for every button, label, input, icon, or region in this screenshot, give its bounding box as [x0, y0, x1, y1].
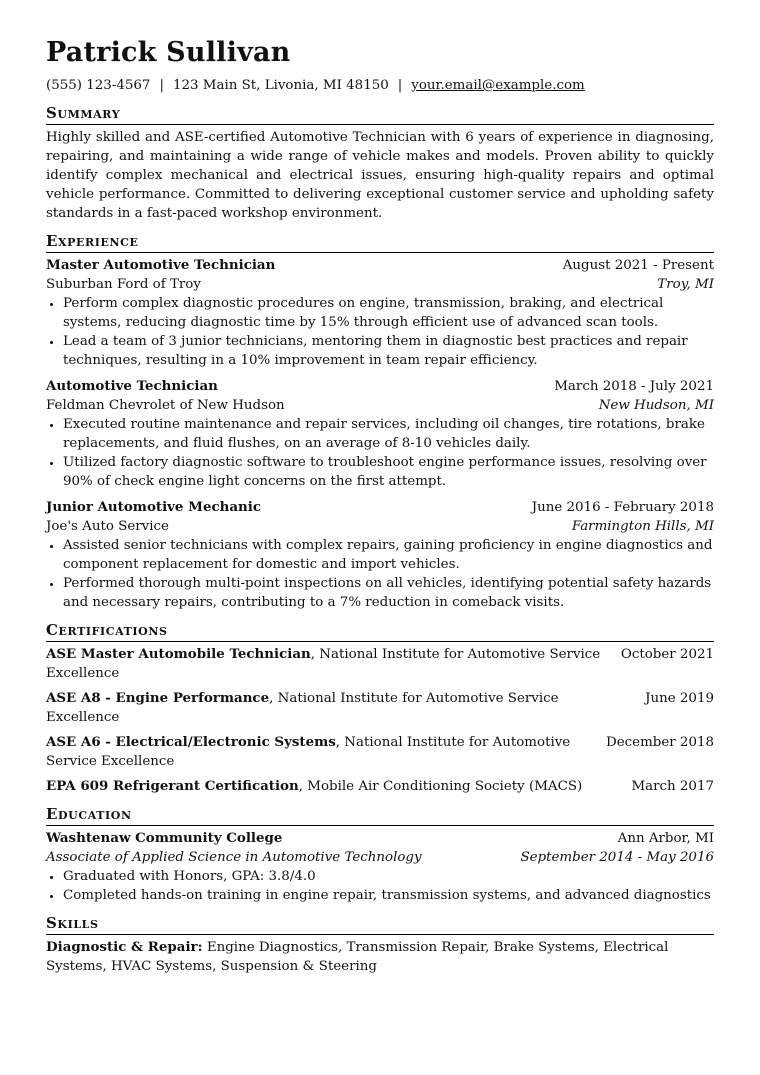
- section-title: Summary: [46, 103, 714, 125]
- skills-section: [46, 913, 714, 976]
- separator: |: [159, 78, 164, 93]
- school-location: Ann Arbor, MI: [617, 831, 714, 846]
- candidate-name: Patrick Sullivan: [46, 37, 291, 68]
- cert-name: ASE Master Automobile Technician: [46, 646, 311, 662]
- job-company: Suburban Ford of Troy: [46, 277, 201, 292]
- cert-entry: [46, 645, 714, 683]
- summary-section: [46, 103, 714, 223]
- education-bullets: [46, 867, 714, 905]
- address: 123 Main St, Livonia, MI 48150: [172, 78, 389, 93]
- cert-name: ASE A8 - Engine Performance: [46, 690, 270, 706]
- cert-date: December 2018: [605, 735, 714, 750]
- summary-text: Highly skilled and ASE-certified Automotive Technician with 6 years of experience in diagnosing, repairing, and maintaining a wide range of vehicle makes and models. Proven ability to quickly identify complex mechanical and electrical issues, ensuring high-quality repairs and optimal vehicle performance. Committed to delivering exceptional customer service and upholding safety standards in a fast-paced workshop environment.: [46, 130, 714, 221]
- cert-entry: [46, 733, 714, 771]
- job-dates: August 2021 - Present: [562, 258, 714, 273]
- skills-line: [46, 938, 714, 976]
- section-title: Experience: [46, 231, 714, 253]
- phone: (555) 123-4567: [46, 78, 151, 93]
- experience-section: [46, 231, 714, 612]
- skills-label: Diagnostic & Repair:: [46, 939, 203, 955]
- cert-issuer: , Mobile Air Conditioning Society (MACS): [298, 779, 583, 794]
- cert-issuer: , National Institute for Automotive Service Excellence: [46, 735, 571, 769]
- cert-issuer: , National Institute for Automotive Service Excellence: [46, 691, 559, 725]
- job-bullets: [46, 415, 714, 491]
- cert-issuer: , National Institute for Automotive Service Excellence: [46, 647, 601, 681]
- section-title: Skills: [46, 913, 714, 935]
- school-name: Washtenaw Community College: [46, 830, 283, 846]
- email-link[interactable]: your.email@example.com: [411, 78, 585, 93]
- degree: Associate of Applied Science in Automotive Technology: [46, 850, 422, 865]
- cert-date: October 2021: [620, 647, 714, 662]
- job-entry: [46, 377, 714, 491]
- skills-text: Engine Diagnostics, Transmission Repair, Brake Systems, Electrical Systems, HVAC Systems, Suspension & Steering: [46, 940, 669, 974]
- cert-date: June 2019: [645, 691, 714, 706]
- job-company: Joe's Auto Service: [46, 519, 169, 534]
- job-dates: March 2018 - July 2021: [554, 379, 714, 394]
- education-section: [46, 804, 714, 905]
- job-bullet: • Lead a team of 3 junior technicians, mentoring them in diagnostic best practices and repair techniques, resulting in a 10% improvement in team repair efficiency.: [63, 332, 714, 370]
- job-bullets: [46, 294, 714, 370]
- job-entry: [46, 498, 714, 612]
- job-bullet: • Executed routine maintenance and repair services, including oil changes, tire rotations, brake replacements, and fluid flushes, on an average of 8-10 vehicles daily.: [63, 415, 714, 453]
- separator: |: [397, 78, 403, 93]
- job-bullet: • Perform complex diagnostic procedures on engine, transmission, braking, and electrical systems, reducing diagnostic time by 15% through efficient use of advanced scan tools.: [63, 294, 714, 332]
- job-bullets: [46, 536, 714, 612]
- job-role: Master Automotive Technician: [46, 257, 276, 273]
- cert-entry: [46, 689, 714, 727]
- job-company: Feldman Chevrolet of New Hudson: [46, 398, 285, 413]
- job-location: Troy, MI: [657, 277, 714, 292]
- job-location: New Hudson, MI: [598, 398, 714, 413]
- cert-name: ASE A6 - Electrical/Electronic Systems: [46, 734, 336, 750]
- education-bullet: • Graduated with Honors, GPA: 3.8/4.0: [63, 867, 714, 886]
- job-role: Automotive Technician: [46, 378, 218, 394]
- job-bullet: • Assisted senior technicians with complex repairs, gaining proficiency in engine diagnostics and component replacement for domestic and import vehicles.: [63, 536, 714, 574]
- job-bullet: • Performed thorough multi-point inspections on all vehicles, identifying potential safety hazards and necessary repairs, contributing to a 7% reduction in comeback visits.: [63, 574, 714, 612]
- job-entry: [46, 256, 714, 370]
- certifications-section: [46, 620, 714, 796]
- education-dates: September 2014 - May 2016: [520, 850, 714, 865]
- education-bullet: • Completed hands-on training in engine repair, transmission systems, and advanced diagnostics: [63, 886, 714, 905]
- cert-entry: [46, 777, 714, 796]
- job-bullet: • Utilized factory diagnostic software to troubleshoot engine performance issues, resolving over 90% of check engine light concerns on the first attempt.: [63, 453, 714, 491]
- job-role: Junior Automotive Mechanic: [46, 499, 262, 515]
- contact-line: [46, 76, 714, 95]
- section-title: Education: [46, 804, 714, 826]
- cert-date: March 2017: [631, 779, 714, 794]
- job-location: Farmington Hills, MI: [571, 519, 714, 534]
- section-title: Certifications: [46, 620, 714, 642]
- cert-name: EPA 609 Refrigerant Certification: [46, 778, 299, 794]
- job-dates: June 2016 - February 2018: [531, 500, 714, 515]
